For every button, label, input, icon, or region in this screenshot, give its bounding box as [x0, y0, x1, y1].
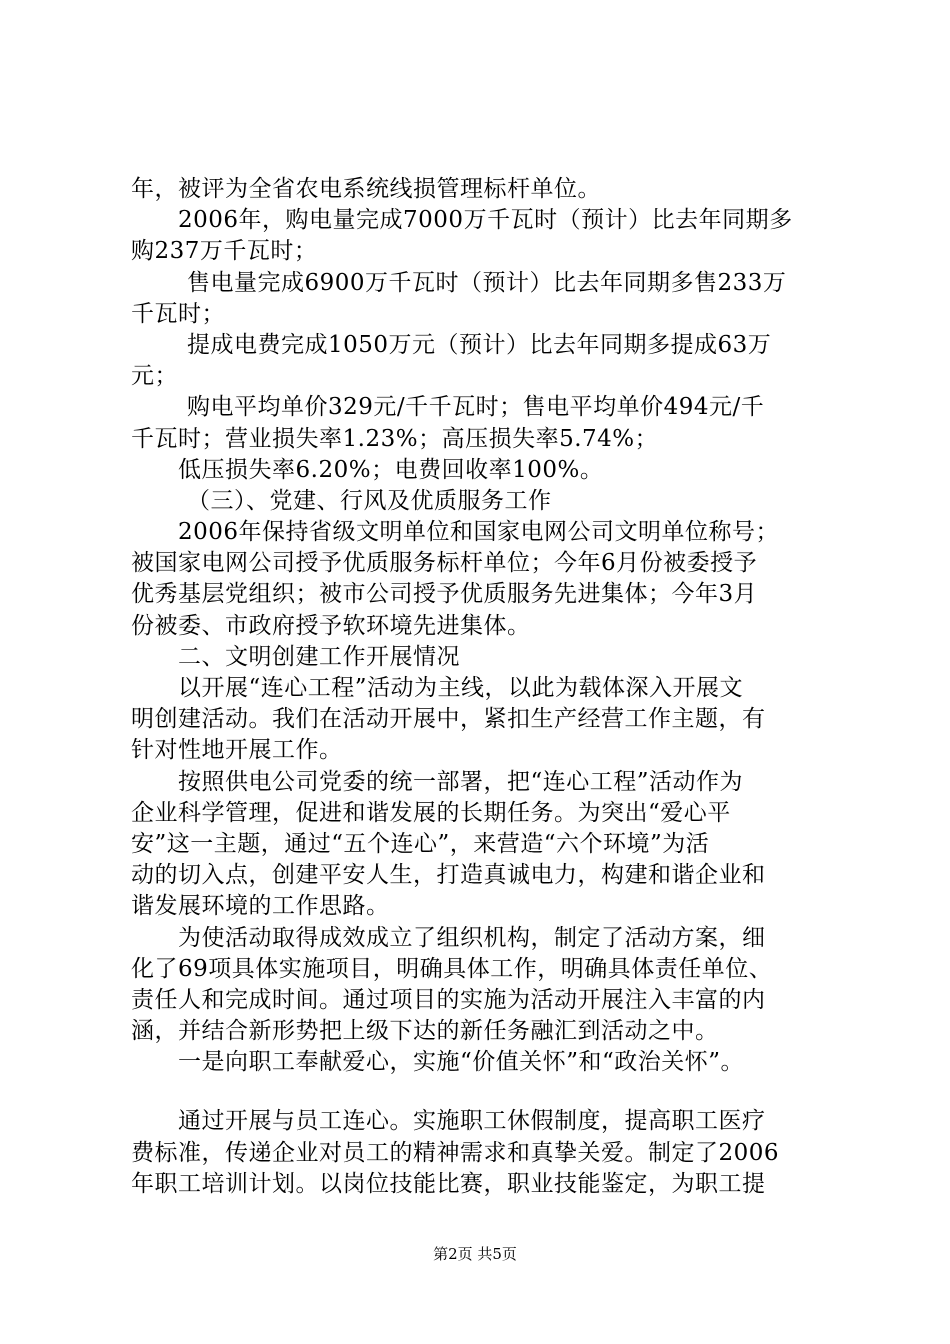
text-line: 安”这一主题，通过“五个连心”，来营造“六个环境”为活	[131, 830, 710, 857]
page-number-footer: 第2页 共5页	[433, 1245, 517, 1263]
text-line: 份被委、市政府授予软环境先进集体。	[131, 612, 531, 639]
text-line: 谐发展环境的工作思路。	[131, 893, 390, 920]
text-line: 优秀基层党组织；被市公司授予优质服务先进集体；今年3月	[131, 581, 758, 608]
section-heading: 二、文明创建工作开展情况	[178, 643, 460, 670]
text-line: 千瓦时；	[131, 300, 225, 327]
text-line: 被国家电网公司授予优质服务标杆单位；今年6月份被委授予	[131, 550, 758, 577]
text-line: 明创建活动。我们在活动开展中，紧扣生产经营工作主题，有	[131, 706, 766, 733]
text-line: 责任人和完成时间。通过项目的实施为活动开展注入丰富的内	[131, 986, 766, 1013]
text-line: 2006年，购电量完成7000万千瓦时（预计）比去年同期多	[178, 207, 793, 234]
text-line: 费标准，传递企业对员工的精神需求和真挚关爱。制定了2006	[131, 1139, 780, 1166]
text-line: 通过开展与员工连心。实施职工休假制度，提高职工医疗	[178, 1108, 766, 1135]
paragraph-gap	[131, 1078, 831, 1106]
text-line: 年职工培训计划。以岗位技能比赛，职业技能鉴定，为职工提	[131, 1170, 766, 1197]
text-line: 购237万千瓦时；	[131, 238, 318, 265]
text-line: 2006年保持省级文明单位和国家电网公司文明单位称号；	[178, 519, 780, 546]
text-line: 以开展“连心工程”活动为主线，以此为载体深入开展文	[178, 675, 744, 701]
text-line: 涵，并结合新形势把上级下达的新任务融汇到活动之中。	[131, 1018, 719, 1045]
section-heading: （三）、党建、行风及优质服务工作	[187, 487, 552, 514]
text-line: 动的切入点，创建平安人生，打造真诚电力，构建和谐企业和	[131, 862, 766, 889]
text-line: 企业科学管理，促进和谐发展的长期任务。为突出“爱心平	[131, 799, 731, 826]
text-line: 化了69项具体实施项目，明确具体工作，明确具体责任单位、	[131, 955, 773, 982]
text-line: 购电平均单价329元/千千瓦时；售电平均单价494元/千	[187, 394, 765, 421]
text-line: 一是向职工奉献爱心，实施“价值关怀”和“政治关怀”。	[178, 1049, 745, 1076]
text-line: 千瓦时；营业损失率1.23%；高压损失率5.74%；	[131, 425, 659, 452]
text-line: 年，被评为全省农电系统线损管理标杆单位。	[131, 176, 601, 202]
text-line: 元；	[131, 363, 178, 390]
text-line: 按照供电公司党委的统一部署，把“连心工程”活动作为	[178, 768, 744, 795]
text-line: 售电量完成6900万千瓦时（预计）比去年同期多售233万	[187, 269, 787, 296]
text-line: 低压损失率6.20%；电费回收率100%。	[178, 456, 604, 483]
text-line: 为使活动取得成效成立了组织机构，制定了活动方案，细	[178, 924, 766, 951]
text-line: 针对性地开展工作。	[131, 737, 343, 764]
document-body	[131, 174, 831, 1200]
text-line: 提成电费完成1050万元（预计）比去年同期多提成63万	[187, 331, 772, 358]
